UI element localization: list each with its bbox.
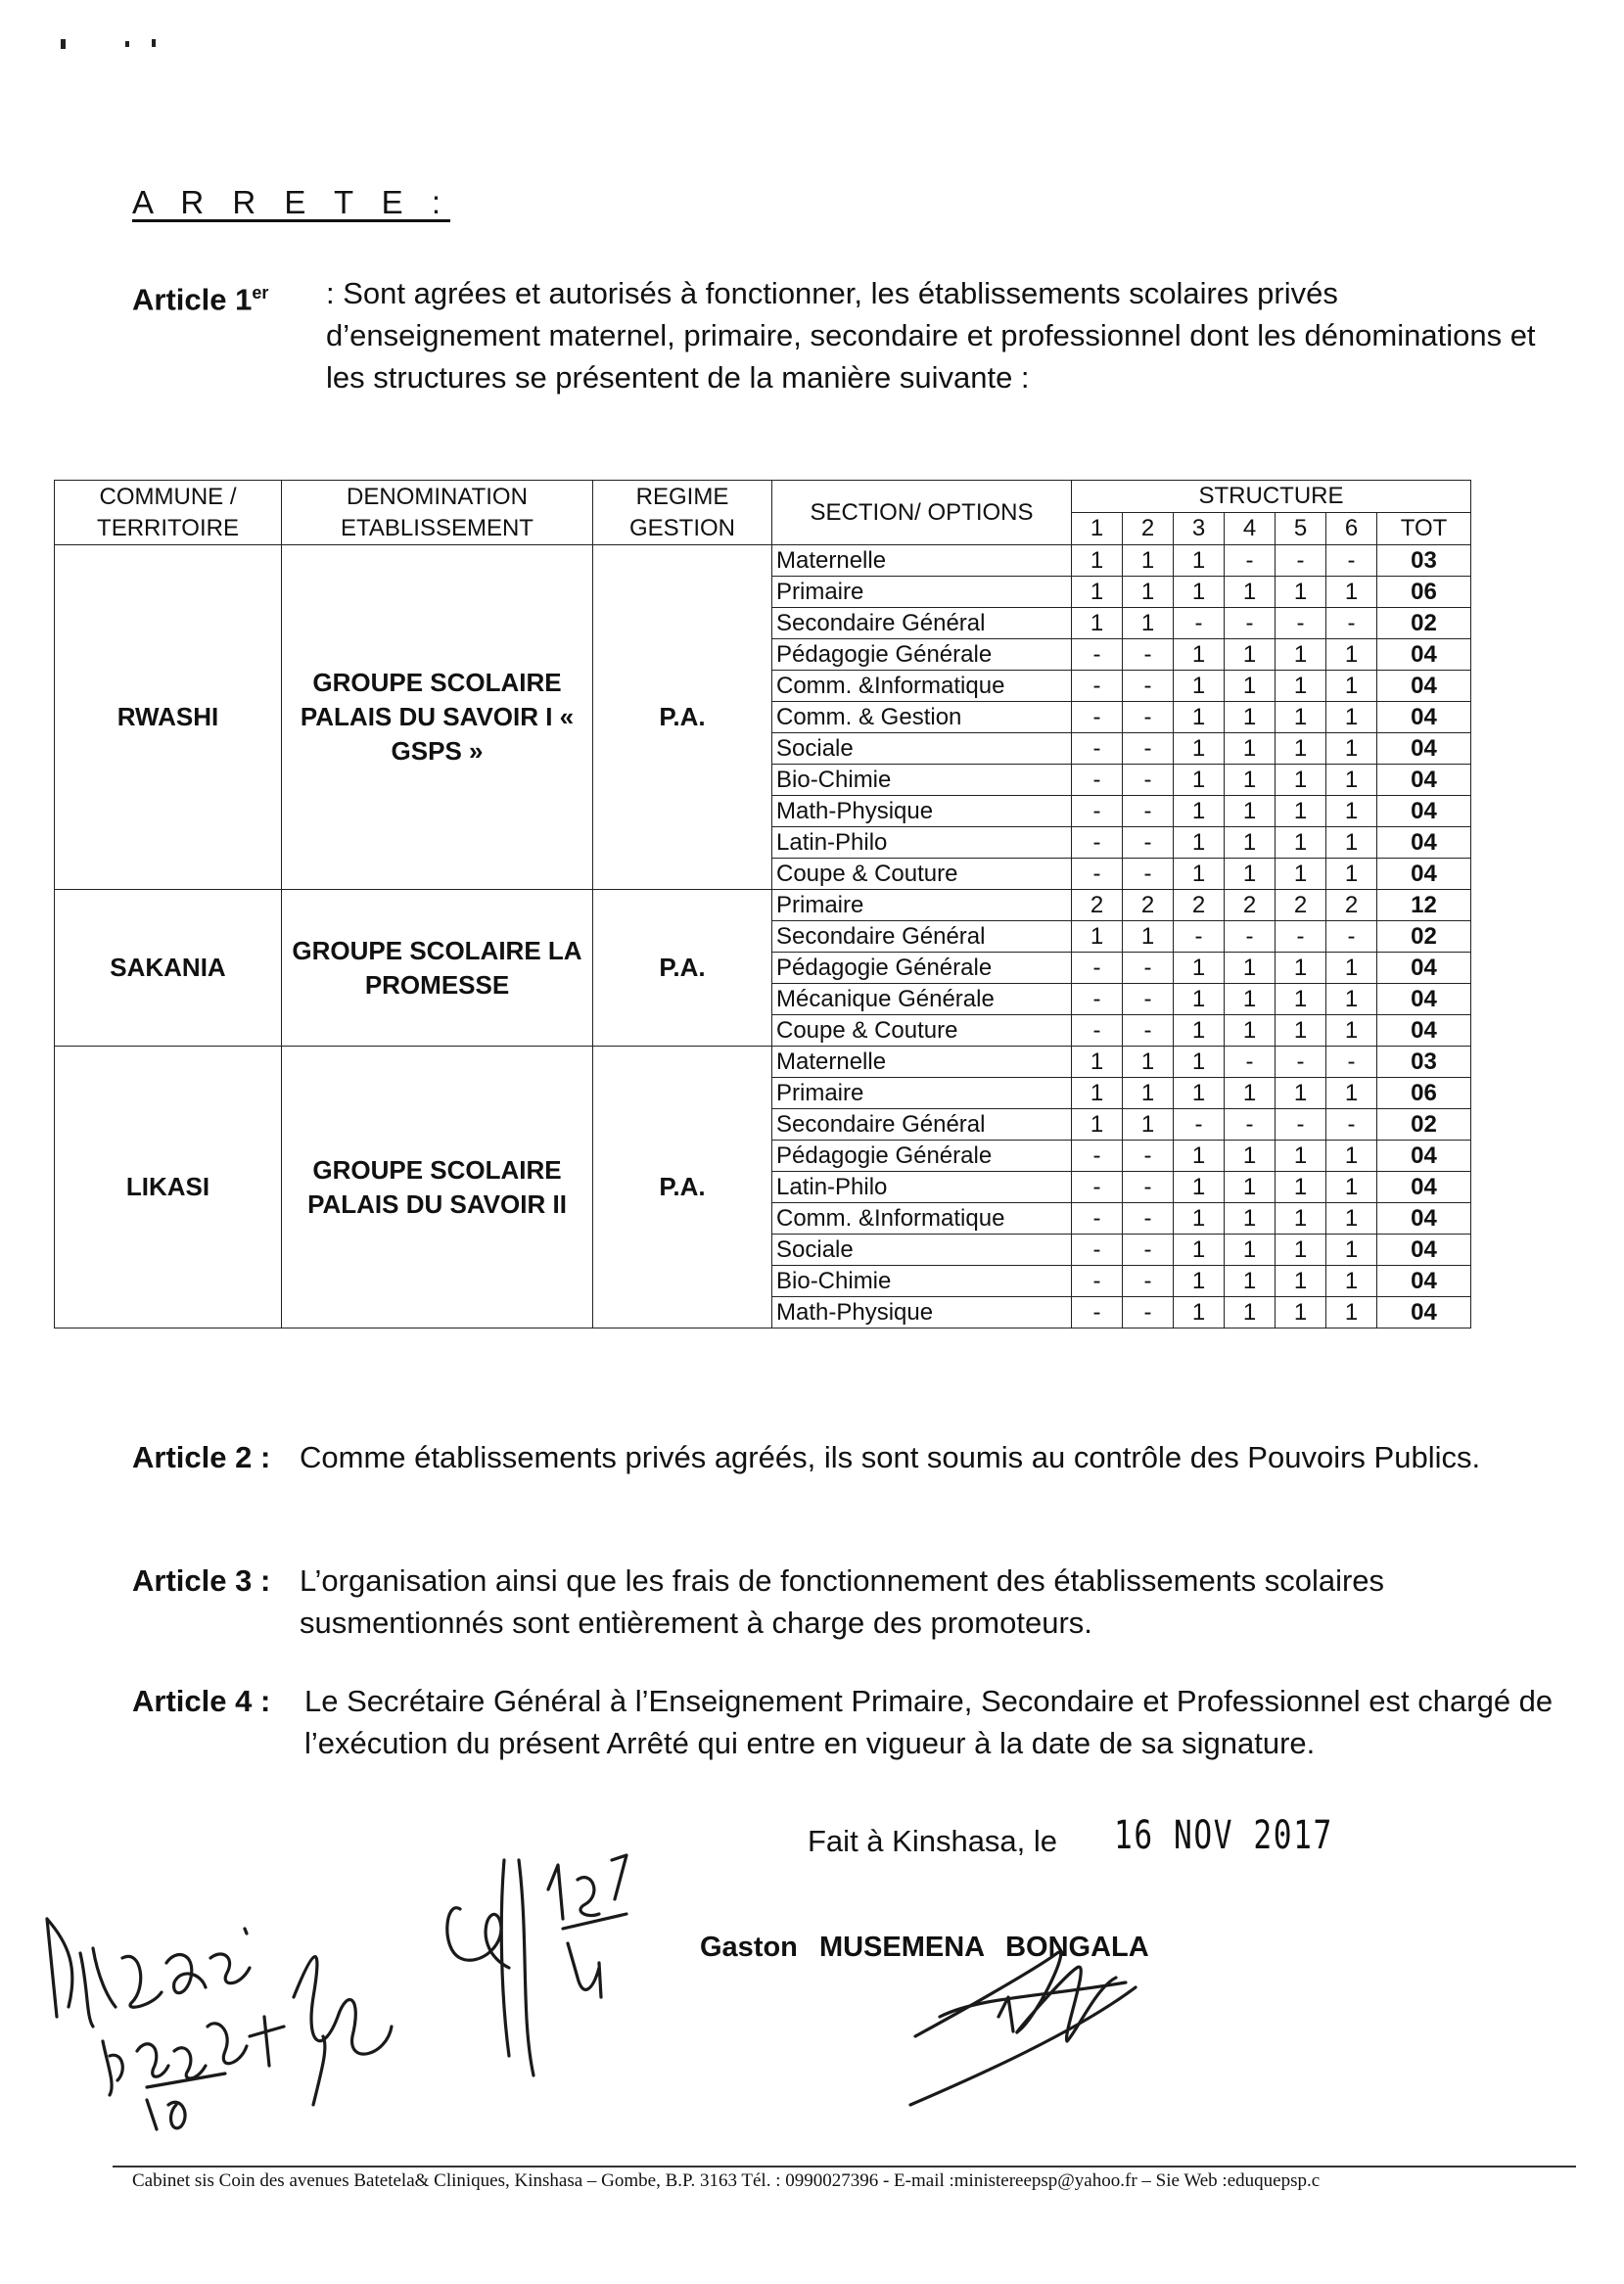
- header-col-total: TOT: [1377, 513, 1471, 545]
- total-cell: 04: [1377, 671, 1471, 702]
- header-commune: COMMUNE / TERRITOIRE: [55, 481, 282, 545]
- total-cell: 04: [1377, 1141, 1471, 1172]
- structure-cell: 2: [1225, 890, 1276, 921]
- structure-cell: -: [1123, 1266, 1174, 1297]
- section-cell: Primaire: [772, 890, 1072, 921]
- school-name-cell: GROUPE SCOLAIRE PALAIS DU SAVOIR I « GSPS »: [282, 545, 593, 890]
- structure-cell: -: [1326, 921, 1377, 953]
- total-cell: 04: [1377, 765, 1471, 796]
- section-cell: Mécanique Générale: [772, 984, 1072, 1015]
- section-cell: Secondaire Général: [772, 921, 1072, 953]
- structure-cell: 1: [1123, 577, 1174, 608]
- decree-heading: A R R E T E :: [132, 184, 451, 220]
- structure-cell: -: [1123, 1297, 1174, 1328]
- structure-cell: 1: [1225, 953, 1276, 984]
- structure-cell: -: [1072, 765, 1123, 796]
- structure-cell: 1: [1276, 827, 1326, 859]
- structure-cell: 1: [1072, 577, 1123, 608]
- structure-cell: 1: [1225, 1297, 1276, 1328]
- structure-cell: 1: [1326, 1235, 1377, 1266]
- initials-handwriting-icon: [447, 1855, 626, 2075]
- header-regime: REGIME GESTION: [593, 481, 772, 545]
- structure-cell: -: [1276, 1109, 1326, 1141]
- structure-cell: -: [1072, 1203, 1123, 1235]
- structure-cell: 1: [1276, 1078, 1326, 1109]
- structure-cell: 1: [1225, 639, 1276, 671]
- structure-cell: -: [1123, 1141, 1174, 1172]
- total-cell: 04: [1377, 953, 1471, 984]
- header-structure: STRUCTURE: [1072, 481, 1471, 513]
- article-1-label: Article 1er: [132, 282, 269, 317]
- structure-cell: 1: [1326, 1078, 1377, 1109]
- structure-cell: 1: [1326, 1015, 1377, 1047]
- commune-cell: SAKANIA: [55, 890, 282, 1047]
- structure-cell: 1: [1326, 765, 1377, 796]
- total-cell: 06: [1377, 577, 1471, 608]
- structure-cell: -: [1072, 827, 1123, 859]
- section-cell: Pédagogie Générale: [772, 953, 1072, 984]
- structure-cell: 1: [1276, 1141, 1326, 1172]
- structure-cell: -: [1072, 796, 1123, 827]
- structure-cell: 1: [1174, 953, 1225, 984]
- section-cell: Coupe & Couture: [772, 1015, 1072, 1047]
- total-cell: 04: [1377, 702, 1471, 733]
- section-cell: Comm. &Informatique: [772, 1203, 1072, 1235]
- structure-cell: 1: [1174, 1172, 1225, 1203]
- section-cell: Comm. & Gestion: [772, 702, 1072, 733]
- structure-cell: 1: [1174, 702, 1225, 733]
- structure-cell: 1: [1276, 953, 1326, 984]
- structure-cell: -: [1225, 545, 1276, 577]
- structure-cell: -: [1072, 702, 1123, 733]
- structure-cell: 2: [1174, 890, 1225, 921]
- article-3-label: Article 3 :: [132, 1563, 271, 1598]
- section-cell: Bio-Chimie: [772, 1266, 1072, 1297]
- structure-cell: -: [1072, 953, 1123, 984]
- total-cell: 06: [1377, 1078, 1471, 1109]
- structure-cell: 1: [1123, 1047, 1174, 1078]
- structure-cell: 1: [1174, 1047, 1225, 1078]
- structure-cell: -: [1174, 1109, 1225, 1141]
- structure-cell: 1: [1174, 671, 1225, 702]
- section-cell: Comm. &Informatique: [772, 671, 1072, 702]
- structure-cell: 1: [1326, 984, 1377, 1015]
- structure-cell: 1: [1174, 733, 1225, 765]
- structure-cell: 1: [1225, 765, 1276, 796]
- table-row: [55, 1047, 1471, 1078]
- total-cell: 02: [1377, 921, 1471, 953]
- structure-cell: -: [1123, 859, 1174, 890]
- article-1-text: : Sont agrées et autorisés à fonctionner, les établissements scolaires privés d’enseignement maternel, primaire, secondaire et professionnel dont les dénominations et les structures se présentent de la manière suivante :: [326, 276, 1536, 395]
- structure-cell: 1: [1123, 1078, 1174, 1109]
- section-cell: Latin-Philo: [772, 827, 1072, 859]
- article-3-text: L’organisation ainsi que les frais de fonctionnement des établissements scolaires susmentionnés sont entièrement à charge des promoteurs.: [300, 1563, 1385, 1640]
- structure-cell: 1: [1072, 921, 1123, 953]
- structure-cell: 1: [1326, 1141, 1377, 1172]
- structure-cell: 1: [1174, 827, 1225, 859]
- structure-cell: 1: [1225, 577, 1276, 608]
- total-cell: 04: [1377, 859, 1471, 890]
- structure-cell: 1: [1225, 1141, 1276, 1172]
- section-cell: Sociale: [772, 733, 1072, 765]
- structure-cell: 1: [1276, 765, 1326, 796]
- structure-cell: 1: [1326, 796, 1377, 827]
- structure-cell: -: [1072, 733, 1123, 765]
- structure-cell: 1: [1225, 1203, 1276, 1235]
- structure-cell: 1: [1174, 1141, 1225, 1172]
- structure-cell: -: [1072, 1266, 1123, 1297]
- structure-cell: 2: [1123, 890, 1174, 921]
- structure-cell: 1: [1276, 796, 1326, 827]
- structure-cell: 1: [1174, 859, 1225, 890]
- commune-cell: LIKASI: [55, 1047, 282, 1328]
- structure-cell: 1: [1123, 1109, 1174, 1141]
- structure-cell: -: [1225, 921, 1276, 953]
- article-2-label: Article 2 :: [132, 1440, 271, 1474]
- regime-cell: P.A.: [593, 890, 772, 1047]
- structure-cell: 1: [1225, 1235, 1276, 1266]
- structure-cell: 1: [1276, 1015, 1326, 1047]
- structure-cell: 1: [1225, 1015, 1276, 1047]
- structure-cell: 1: [1326, 827, 1377, 859]
- structure-cell: -: [1276, 1047, 1326, 1078]
- structure-cell: 1: [1174, 765, 1225, 796]
- total-cell: 04: [1377, 639, 1471, 671]
- structure-cell: -: [1072, 1141, 1123, 1172]
- commune-cell: RWASHI: [55, 545, 282, 890]
- structure-cell: 1: [1174, 984, 1225, 1015]
- structure-cell: 1: [1225, 796, 1276, 827]
- structure-cell: -: [1326, 545, 1377, 577]
- structure-cell: -: [1276, 921, 1326, 953]
- total-cell: 03: [1377, 1047, 1471, 1078]
- structure-cell: 1: [1326, 859, 1377, 890]
- structure-cell: 1: [1072, 545, 1123, 577]
- total-cell: 04: [1377, 1203, 1471, 1235]
- structure-cell: -: [1072, 1015, 1123, 1047]
- structure-cell: 1: [1276, 671, 1326, 702]
- structure-cell: -: [1072, 1297, 1123, 1328]
- page-edge-marks-icon: [61, 39, 156, 49]
- school-name-cell: GROUPE SCOLAIRE PALAIS DU SAVOIR II: [282, 1047, 593, 1328]
- structure-cell: 1: [1276, 1203, 1326, 1235]
- article-2: [132, 1436, 1503, 1524]
- structure-cell: 1: [1225, 827, 1276, 859]
- structure-cell: 1: [1225, 1078, 1276, 1109]
- article-4: [132, 1680, 1554, 1807]
- structure-cell: -: [1123, 671, 1174, 702]
- structure-cell: 1: [1123, 921, 1174, 953]
- structure-cell: -: [1326, 608, 1377, 639]
- total-cell: 04: [1377, 1235, 1471, 1266]
- date-stamp: 16 NOV 2017: [1114, 1813, 1333, 1858]
- section-cell: Primaire: [772, 1078, 1072, 1109]
- total-cell: 02: [1377, 608, 1471, 639]
- structure-cell: 1: [1276, 733, 1326, 765]
- total-cell: 04: [1377, 1172, 1471, 1203]
- total-cell: 04: [1377, 796, 1471, 827]
- structure-cell: -: [1072, 671, 1123, 702]
- structure-cell: 1: [1174, 577, 1225, 608]
- footer-divider: [113, 2166, 1576, 2167]
- structure-cell: 1: [1174, 1078, 1225, 1109]
- total-cell: 04: [1377, 1266, 1471, 1297]
- structure-cell: 1: [1123, 545, 1174, 577]
- structure-cell: -: [1326, 1109, 1377, 1141]
- signature-icon: [910, 1952, 1136, 2105]
- total-cell: 04: [1377, 1015, 1471, 1047]
- signer-name: Gaston MUSEMENA BONGALA: [700, 1932, 1149, 1963]
- structure-cell: 1: [1225, 859, 1276, 890]
- structure-cell: 1: [1276, 1266, 1326, 1297]
- article-4-label: Article 4 :: [132, 1684, 271, 1718]
- structure-cell: 1: [1225, 671, 1276, 702]
- article-4-text: Le Secrétaire Général à l’Enseignement Primaire, Secondaire et Professionnel est chargé de l’exécution du présent Arrêté qui entre en vigueur à la date de sa signature.: [304, 1684, 1554, 1760]
- structure-cell: -: [1123, 1172, 1174, 1203]
- total-cell: 04: [1377, 1297, 1471, 1328]
- article-1: [132, 272, 1536, 448]
- structure-cell: 1: [1072, 1078, 1123, 1109]
- structure-cell: 2: [1072, 890, 1123, 921]
- section-cell: Pédagogie Générale: [772, 1141, 1072, 1172]
- structure-cell: 1: [1326, 702, 1377, 733]
- structure-cell: 1: [1225, 702, 1276, 733]
- structure-cell: -: [1072, 1235, 1123, 1266]
- structure-cell: 1: [1326, 953, 1377, 984]
- section-cell: Math-Physique: [772, 1297, 1072, 1328]
- structure-cell: -: [1123, 1203, 1174, 1235]
- school-name-cell: GROUPE SCOLAIRE LA PROMESSE: [282, 890, 593, 1047]
- structure-cell: 1: [1225, 733, 1276, 765]
- structure-cell: -: [1174, 608, 1225, 639]
- structure-cell: 1: [1276, 639, 1326, 671]
- header-denomination: DENOMINATION ETABLISSEMENT: [282, 481, 593, 545]
- table-row: [55, 545, 1471, 577]
- structure-cell: -: [1123, 827, 1174, 859]
- section-cell: Secondaire Général: [772, 608, 1072, 639]
- structure-cell: -: [1225, 608, 1276, 639]
- section-cell: Coupe & Couture: [772, 859, 1072, 890]
- structure-cell: 1: [1174, 639, 1225, 671]
- header-col: 5: [1276, 513, 1326, 545]
- structure-cell: -: [1326, 1047, 1377, 1078]
- section-cell: Sociale: [772, 1235, 1072, 1266]
- total-cell: 02: [1377, 1109, 1471, 1141]
- header-col: 4: [1225, 513, 1276, 545]
- structure-cell: -: [1123, 639, 1174, 671]
- structure-cell: 1: [1174, 1297, 1225, 1328]
- place-and-date: Fait à Kinshasa, le: [808, 1824, 1058, 1858]
- structure-cell: 1: [1276, 1297, 1326, 1328]
- structure-cell: 1: [1326, 1172, 1377, 1203]
- structure-cell: -: [1123, 765, 1174, 796]
- header-col: 1: [1072, 513, 1123, 545]
- article-3: [132, 1560, 1503, 1648]
- structure-cell: 1: [1123, 608, 1174, 639]
- total-cell: 03: [1377, 545, 1471, 577]
- structure-cell: -: [1123, 984, 1174, 1015]
- structure-cell: 1: [1326, 639, 1377, 671]
- structure-cell: -: [1225, 1109, 1276, 1141]
- section-cell: Primaire: [772, 577, 1072, 608]
- structure-cell: -: [1072, 1172, 1123, 1203]
- structure-cell: 1: [1276, 1172, 1326, 1203]
- structure-cell: -: [1123, 702, 1174, 733]
- structure-cell: -: [1123, 733, 1174, 765]
- section-cell: Maternelle: [772, 545, 1072, 577]
- table-row: [55, 890, 1471, 921]
- total-cell: 04: [1377, 827, 1471, 859]
- structure-cell: 1: [1225, 984, 1276, 1015]
- section-cell: Math-Physique: [772, 796, 1072, 827]
- structure-cell: 1: [1225, 1266, 1276, 1297]
- structure-cell: -: [1123, 1235, 1174, 1266]
- structure-cell: 1: [1072, 1047, 1123, 1078]
- structure-cell: -: [1276, 545, 1326, 577]
- structure-cell: 1: [1174, 1015, 1225, 1047]
- regime-cell: P.A.: [593, 545, 772, 890]
- structure-cell: -: [1072, 859, 1123, 890]
- structure-cell: 1: [1326, 1297, 1377, 1328]
- section-cell: Pédagogie Générale: [772, 639, 1072, 671]
- structure-cell: -: [1225, 1047, 1276, 1078]
- structure-cell: 1: [1276, 577, 1326, 608]
- structure-cell: 1: [1326, 1266, 1377, 1297]
- structure-cell: 1: [1072, 608, 1123, 639]
- structure-cell: 2: [1276, 890, 1326, 921]
- structure-cell: 1: [1276, 859, 1326, 890]
- section-cell: Maternelle: [772, 1047, 1072, 1078]
- structure-cell: -: [1276, 608, 1326, 639]
- structure-cell: 1: [1174, 1266, 1225, 1297]
- structure-cell: 1: [1225, 1172, 1276, 1203]
- article-2-text: Comme établissements privés agréés, ils sont soumis au contrôle des Pouvoirs Publics.: [300, 1440, 1481, 1474]
- schools-structure-table: [54, 480, 1471, 1328]
- header-col: 6: [1326, 513, 1377, 545]
- structure-cell: -: [1174, 921, 1225, 953]
- total-cell: 12: [1377, 890, 1471, 921]
- structure-cell: -: [1123, 796, 1174, 827]
- structure-cell: 1: [1276, 702, 1326, 733]
- structure-cell: 2: [1326, 890, 1377, 921]
- section-cell: Secondaire Général: [772, 1109, 1072, 1141]
- structure-cell: 1: [1174, 545, 1225, 577]
- structure-cell: 1: [1326, 671, 1377, 702]
- header-section: SECTION/ OPTIONS: [772, 481, 1072, 545]
- structure-cell: 1: [1174, 1203, 1225, 1235]
- structure-cell: -: [1123, 1015, 1174, 1047]
- structure-cell: 1: [1326, 577, 1377, 608]
- regime-cell: P.A.: [593, 1047, 772, 1328]
- visa-handwriting-icon: [47, 1919, 392, 2129]
- total-cell: 04: [1377, 733, 1471, 765]
- structure-cell: 1: [1276, 1235, 1326, 1266]
- structure-cell: -: [1072, 984, 1123, 1015]
- section-cell: Latin-Philo: [772, 1172, 1072, 1203]
- total-cell: 04: [1377, 984, 1471, 1015]
- structure-cell: 1: [1326, 733, 1377, 765]
- structure-cell: 1: [1174, 1235, 1225, 1266]
- structure-cell: -: [1123, 953, 1174, 984]
- footer-contact: Cabinet sis Coin des avenues Batetela& Cliniques, Kinshasa – Gombe, B.P. 3163 Tél. : 0990027396 - E-mail :ministereepsp@yahoo.fr – Sie Web :eduquepsp.c: [132, 2170, 1321, 2191]
- structure-cell: 1: [1276, 984, 1326, 1015]
- header-col: 3: [1174, 513, 1225, 545]
- header-col: 2: [1123, 513, 1174, 545]
- structure-cell: 1: [1326, 1203, 1377, 1235]
- structure-cell: 1: [1174, 796, 1225, 827]
- structure-cell: 1: [1072, 1109, 1123, 1141]
- structure-cell: -: [1072, 639, 1123, 671]
- section-cell: Bio-Chimie: [772, 765, 1072, 796]
